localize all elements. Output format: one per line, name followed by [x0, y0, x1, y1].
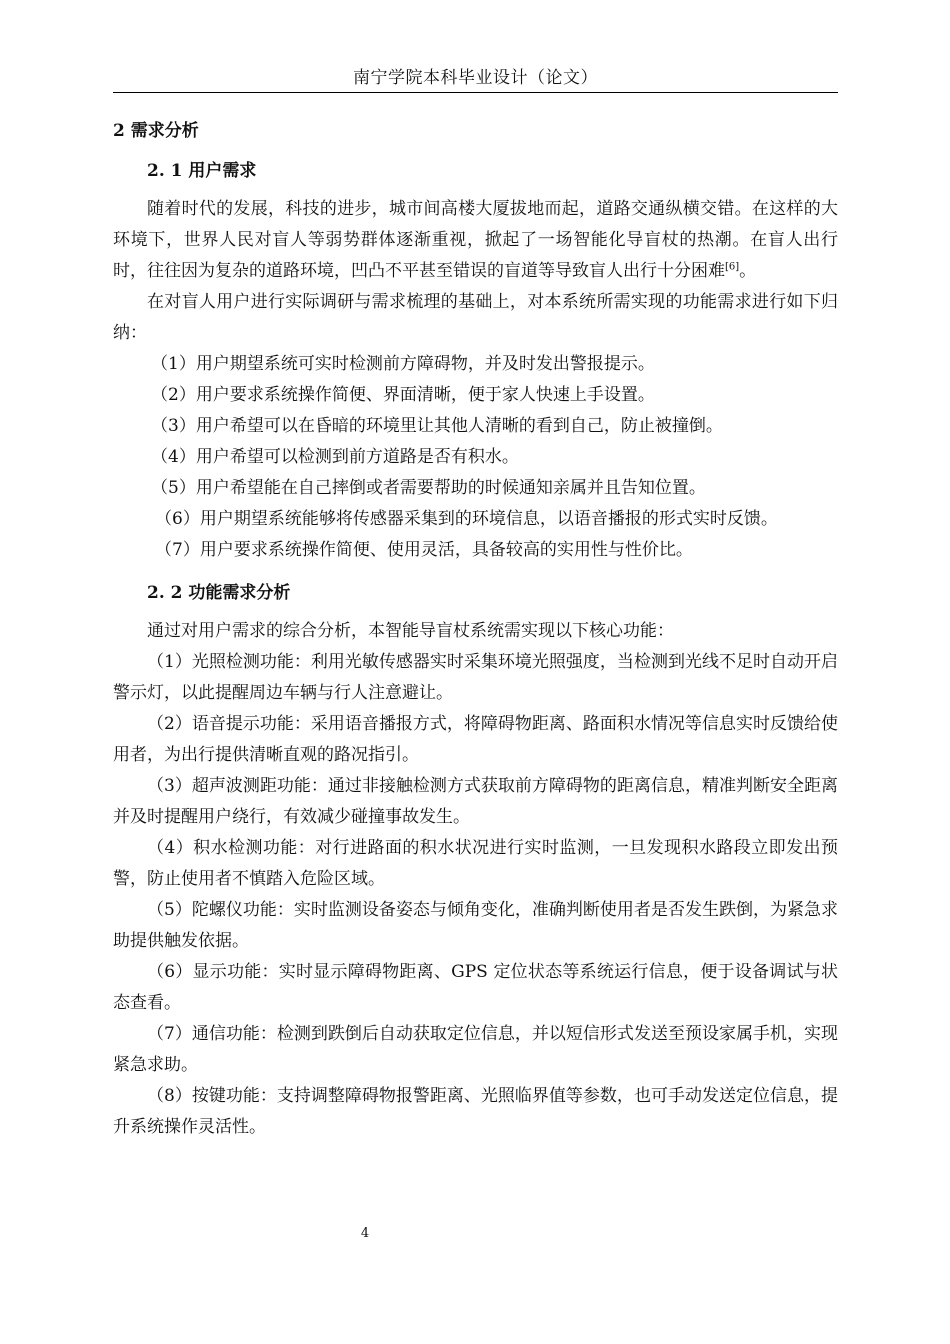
- running-header: 南宁学院本科毕业设计（论文）: [353, 68, 598, 88]
- list-item-user-need: （7）用户要求系统操作简便、使用灵活，具备较高的实用性与性价比。: [155, 540, 693, 560]
- paragraph-function-item: （1）光照检测功能：利用光敏传感器实时采集环境光照强度，当检测到光线不足时自动开启警示灯，以此提醒周边车辆与行人注意避让。: [113, 652, 838, 703]
- list-item-user-need: （4）用户希望可以检测到前方道路是否有积水。: [151, 447, 519, 467]
- page-number: 4: [360, 1226, 370, 1241]
- paragraph-end: 。: [739, 261, 757, 281]
- paragraph-function-item: （4）积水检测功能：对行进路面的积水状况进行实时监测，一旦发现积水路段立即发出预警，防止使用者不慎踏入危险区域。: [113, 838, 838, 889]
- paragraph-function-item: （2）语音提示功能：采用语音播报方式，将障碍物距离、路面积水情况等信息实时反馈给使用者，为出行提供清晰直观的路况指引。: [113, 714, 838, 765]
- paragraph-function-item: （6）显示功能：实时显示障碍物距离、GPS 定位状态等系统运行信息，便于设备调试与状态查看。: [113, 962, 838, 1013]
- document-body: [113, 112, 838, 1143]
- subsection-heading-2-1: 2. 1 用户需求: [147, 161, 257, 181]
- paragraph-text: 随着时代的发展，科技的进步，城市间高楼大厦拔地而起，道路交通纵横交错。在这样的大环境下，世界人民对盲人等弱势群体逐渐重视，掀起了一场智能化导盲杖的热潮。在盲人出行时，往往因为复杂的道路环境，凹凸不平甚至错误的盲道等导致盲人出行十分困难: [113, 199, 838, 281]
- list-item-user-need: （5）用户希望能在自己摔倒或者需要帮助的时候通知亲属并且告知位置。: [151, 478, 706, 498]
- list-item-user-need: （3）用户希望可以在昏暗的环境里让其他人清晰的看到自己，防止被撞倒。: [151, 416, 723, 436]
- paragraph-function-item: （3）超声波测距功能：通过非接触检测方式获取前方障碍物的距离信息，精准判断安全距离并及时提醒用户绕行，有效减少碰撞事故发生。: [113, 776, 838, 827]
- list-item-user-need: （6）用户期望系统能够将传感器采集到的环境信息，以语音播报的形式实时反馈。: [155, 509, 778, 529]
- paragraph-user-needs-2: 在对盲人用户进行实际调研与需求梳理的基础上，对本系统所需实现的功能需求进行如下归纳：: [113, 292, 838, 343]
- list-item-user-need: （1）用户期望系统可实时检测前方障碍物，并及时发出警报提示。: [151, 354, 655, 374]
- citation-6: [6]: [725, 261, 740, 273]
- section-heading: 2 需求分析: [113, 121, 199, 141]
- paragraph-function-intro: 通过对用户需求的综合分析，本智能导盲杖系统需实现以下核心功能：: [147, 621, 674, 641]
- paragraph-user-needs-1: [113, 194, 838, 287]
- paragraph-function-item: （8）按键功能：支持调整障碍物报警距离、光照临界值等参数，也可手动发送定位信息，提升系统操作灵活性。: [113, 1086, 838, 1137]
- header-rule: [113, 92, 838, 93]
- paragraph-function-item: （7）通信功能：检测到跌倒后自动获取定位信息，并以短信形式发送至预设家属手机，实现紧急求助。: [113, 1024, 838, 1075]
- subsection-heading-2-2: 2. 2 功能需求分析: [147, 583, 291, 603]
- list-item-user-need: （2）用户要求系统操作简便、界面清晰，便于家人快速上手设置。: [151, 385, 655, 405]
- paragraph-function-item: （5）陀螺仪功能：实时监测设备姿态与倾角变化，准确判断使用者是否发生跌倒，为紧急求助提供触发依据。: [113, 900, 838, 951]
